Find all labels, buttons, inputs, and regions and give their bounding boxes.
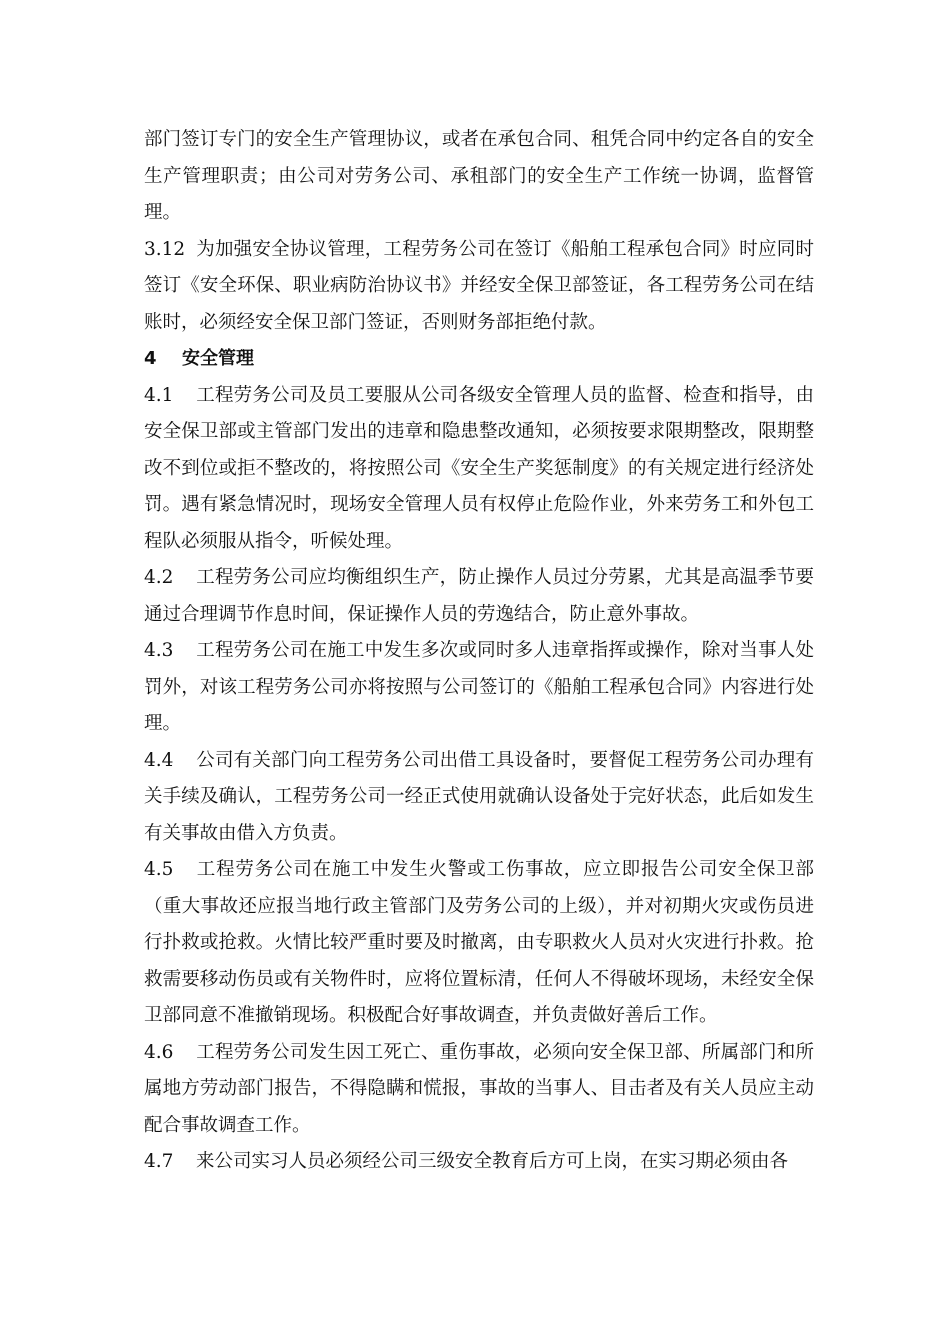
clause-number: 4.3 [144,640,174,661]
document-body [144,122,814,1181]
clause-text: 公司有关部门向工程劳务公司出借工具设备时，要督促工程劳务公司办理有关手续及确认，工程劳务公司一经正式使用就确认设备处于完好状态，此后如发生有关事故由借入方负责。 [144,749,814,844]
clause-text: 为加强安全协议管理，工程劳务公司在签订《船舶工程承包合同》时应同时签订《安全环保、职业病防治协议书》并经安全保卫部签证，各工程劳务公司在结账时，必须经安全保卫部门签证，否则财务部拒绝付款。 [144,238,814,333]
section-heading [144,341,814,378]
clause-number: 4.7 [144,1151,174,1172]
clause-number: 4.2 [144,567,174,588]
clause-4-7 [144,1144,814,1181]
paragraph-continuation [144,122,814,232]
clause-4-4 [144,743,814,853]
clause-number: 4.5 [144,859,174,880]
clause-text: 工程劳务公司在施工中发生火警或工伤事故，应立即报告公司安全保卫部（重大事故还应报当地行政主管部门及劳务公司的上级），并对初期火灾或伤员进行扑救或抢救。火情比较严重时要及时撤离，由专职救火人员对火灾进行扑救。抢救需要移动伤员或有关物件时，应将位置标清，任何人不得破坏现场，未经安全保卫部同意不准撤销现场。积极配合好事故调查，并负责做好善后工作。 [144,859,814,1026]
clause-number: 4.6 [144,1041,174,1063]
section-title: 安全管理 [182,348,254,369]
clause-text: 来公司实习人员必须经公司三级安全教育后方可上岗，在实习期必须由各 [196,1151,789,1172]
clause-4-3 [144,633,814,743]
clause-text: 工程劳务公司发生因工死亡、重伤事故，必须向安全保卫部、所属部门和所属地方劳动部门报告，不得隐瞒和慌报，事故的当事人、目击者及有关人员应主动配合事故调查工作。 [144,1041,814,1136]
clause-text: 工程劳务公司在施工中发生多次或同时多人违章指挥或操作，除对当事人处罚外，对该工程劳务公司亦将按照与公司签订的《船舶工程承包合同》内容进行处理。 [144,640,814,734]
paragraph-text: 部门签订专门的安全生产管理协议，或者在承包合同、租凭合同中约定各自的安全生产管理职责；由公司对劳务公司、承租部门的安全生产工作统一协调，监督管理。 [144,129,814,223]
clause-number: 3.12 [144,238,186,260]
clause-4-6 [144,1035,814,1145]
section-number: 4 [144,348,157,369]
clause-3-12 [144,232,814,342]
clause-4-2 [144,560,814,633]
clause-4-1 [144,378,814,561]
clause-4-5 [144,852,814,1035]
clause-number: 4.1 [144,384,174,406]
clause-text: 工程劳务公司及员工要服从公司各级安全管理人员的监督、检查和指导，由安全保卫部或主管部门发出的违章和隐患整改通知，必须按要求限期整改，限期整改不到位或拒不整改的，将按照公司《安全生产奖惩制度》的有关规定进行经济处罚。遇有紧急情况时，现场安全管理人员有权停止危险作业，外来劳务工和外包工程队必须服从指令，听候处理。 [144,384,814,552]
clause-text: 工程劳务公司应均衡组织生产，防止操作人员过分劳累，尤其是高温季节要通过合理调节作息时间，保证操作人员的劳逸结合，防止意外事故。 [144,567,814,625]
clause-number: 4.4 [144,749,174,771]
